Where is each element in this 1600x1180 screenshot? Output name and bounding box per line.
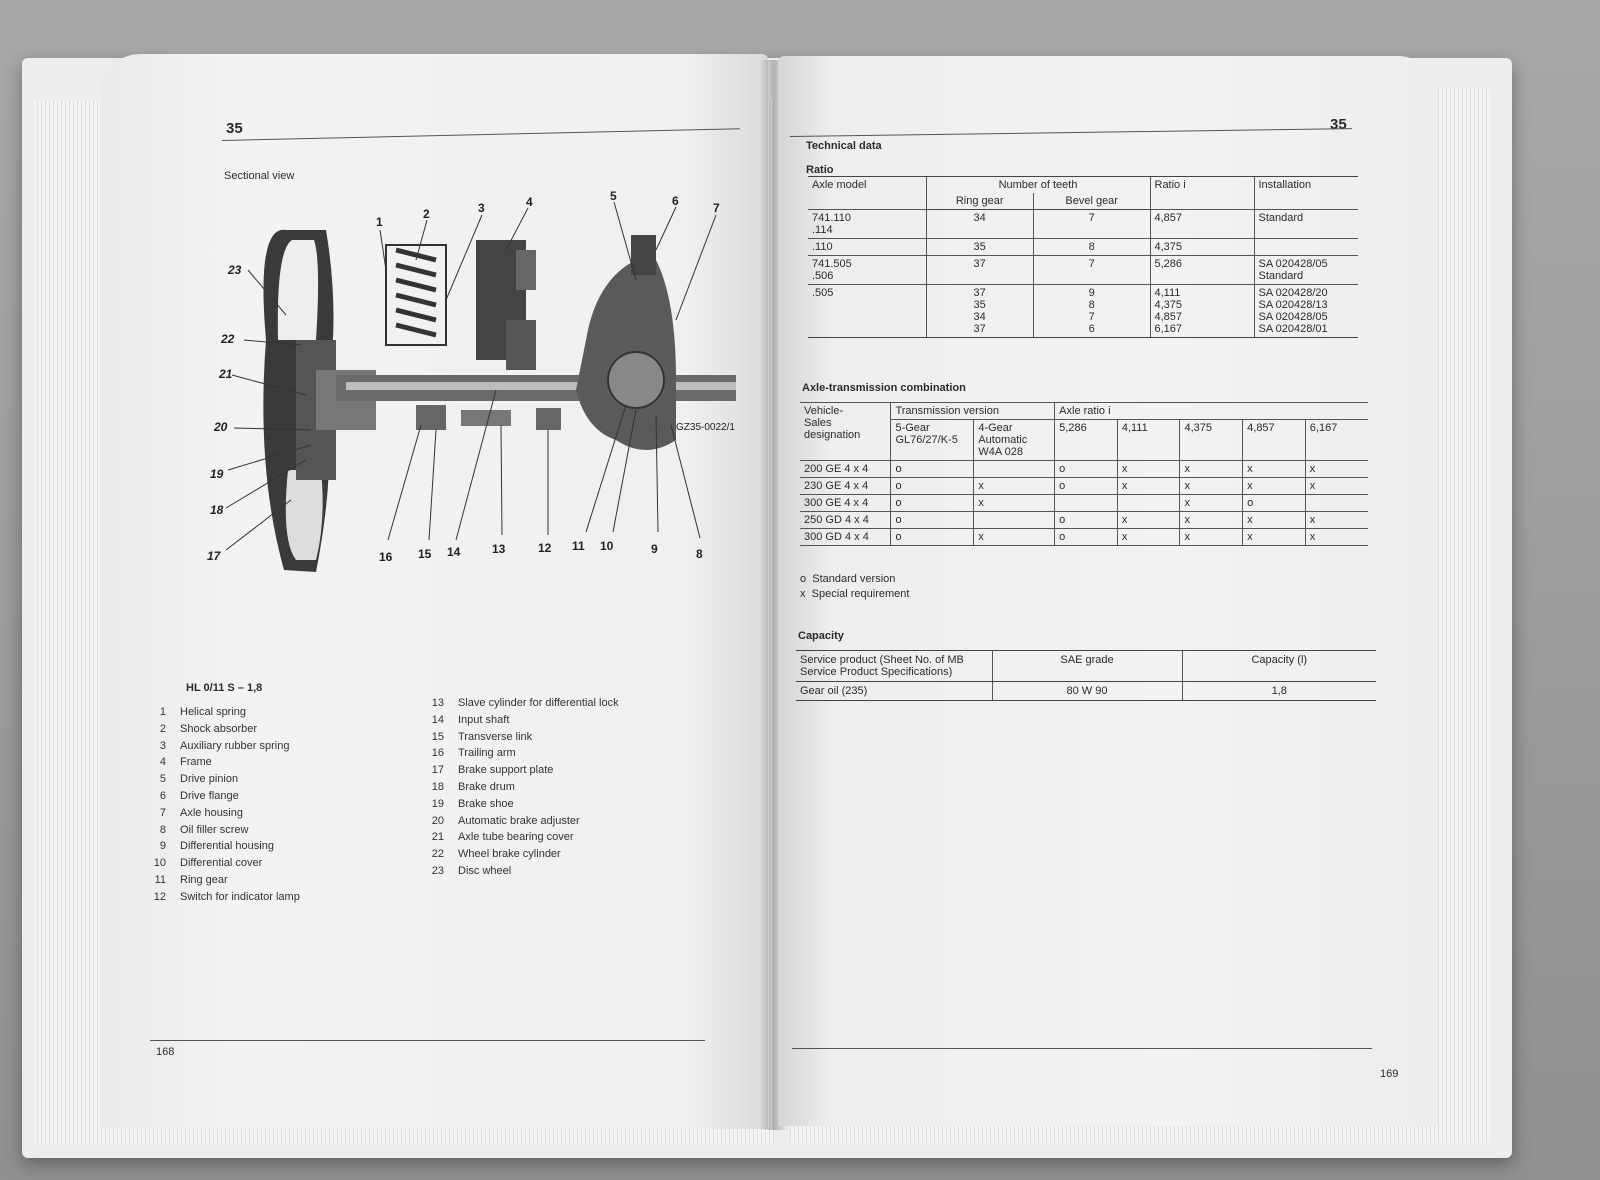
callout-20: 20 bbox=[214, 420, 228, 434]
callout-5: 5 bbox=[610, 189, 617, 203]
legend-item bbox=[150, 706, 300, 723]
page-number-right: 169 bbox=[1380, 1068, 1399, 1080]
footer-rule-right bbox=[792, 1048, 1372, 1049]
legend-item bbox=[428, 831, 619, 848]
legend-number: 19 bbox=[431, 797, 444, 810]
cell-5-gear: o bbox=[891, 512, 974, 529]
legend-text: Oil filler screw bbox=[180, 823, 249, 836]
cell-vehicle: 300 GD 4 x 4 bbox=[800, 529, 891, 546]
cell-axle-ratio: x bbox=[1243, 478, 1306, 495]
col-sae-grade: SAE grade bbox=[992, 651, 1182, 682]
legend-text: Shock absorber bbox=[180, 722, 258, 735]
legend-item bbox=[428, 731, 619, 748]
figure-code: GZ35-0022/1 bbox=[676, 422, 735, 433]
legend-item bbox=[428, 798, 619, 815]
legend-number: 2 bbox=[159, 722, 166, 735]
cell-axle-model: .110 bbox=[808, 239, 926, 256]
ratio-title: Ratio bbox=[806, 164, 834, 176]
legend-item bbox=[150, 790, 300, 807]
callout-10: 10 bbox=[600, 539, 614, 553]
technical-data-heading: Technical data bbox=[806, 140, 882, 152]
helical-spring bbox=[396, 250, 436, 335]
cell-axle-ratio: x bbox=[1305, 478, 1368, 495]
legend-item bbox=[428, 815, 619, 832]
callout-8: 8 bbox=[696, 547, 703, 561]
drive-flange bbox=[631, 235, 656, 275]
legend-number: 13 bbox=[431, 697, 444, 709]
callout-19: 19 bbox=[210, 467, 224, 481]
cell-5-gear: o bbox=[891, 478, 974, 495]
cell-axle-model: 741.110 .114 bbox=[808, 210, 926, 239]
legend-text: Differential cover bbox=[180, 857, 263, 870]
cell-ring-gear: 37 35 34 37 bbox=[926, 285, 1033, 338]
legend-item bbox=[428, 714, 619, 731]
callout-3: 3 bbox=[478, 201, 485, 215]
ratio-row bbox=[808, 210, 1358, 239]
cell-sae: 80 W 90 bbox=[992, 682, 1182, 701]
callout-18: 18 bbox=[210, 503, 224, 517]
legend-text: Wheel brake cylinder bbox=[458, 848, 561, 861]
legend-text: Switch for indicator lamp bbox=[180, 890, 300, 903]
ratio-table bbox=[808, 176, 1358, 338]
legend-item bbox=[428, 865, 619, 882]
ring-gear bbox=[608, 352, 664, 408]
cell-installation: SA 020428/05 Standard bbox=[1254, 256, 1358, 285]
note-standard: o Standard version bbox=[800, 573, 896, 585]
tire-inner-bottom bbox=[286, 470, 323, 560]
legend-item bbox=[428, 848, 619, 865]
cell-vehicle: 200 GE 4 x 4 bbox=[800, 461, 891, 478]
legend-number: 5 bbox=[159, 773, 166, 786]
legend-text: Differential housing bbox=[180, 840, 274, 853]
cell-ratio: 4,857 bbox=[1150, 210, 1254, 239]
callout-9: 9 bbox=[651, 542, 658, 556]
ratio-row bbox=[808, 239, 1358, 256]
callout-12: 12 bbox=[538, 541, 552, 555]
legend-number: 1 bbox=[159, 706, 166, 718]
cell-axle-ratio: x bbox=[1305, 461, 1368, 478]
cell-ring-gear: 35 bbox=[926, 239, 1033, 256]
legend-item bbox=[428, 697, 619, 714]
legend-number: 7 bbox=[159, 806, 166, 819]
col-ratio-0: 5,286 bbox=[1055, 420, 1118, 461]
legend-number: 11 bbox=[154, 873, 166, 886]
cell-axle-ratio: x bbox=[1180, 495, 1243, 512]
legend-text: Brake support plate bbox=[458, 764, 554, 777]
cell-axle-ratio: x bbox=[1180, 529, 1243, 546]
capacity-title: Capacity bbox=[798, 630, 844, 642]
cell-4-gear: x bbox=[974, 495, 1055, 512]
col-installation: Installation bbox=[1254, 177, 1358, 210]
legend-number: 9 bbox=[159, 840, 166, 853]
legend-text: Drive flange bbox=[180, 789, 239, 802]
cell-axle-ratio: x bbox=[1243, 512, 1306, 529]
legend-item bbox=[150, 824, 300, 841]
col-capacity: Capacity (l) bbox=[1182, 651, 1376, 682]
legend-number: 16 bbox=[431, 747, 444, 760]
ratio-row bbox=[808, 256, 1358, 285]
legend-text: Frame bbox=[180, 756, 212, 769]
col-5-gear: 5-Gear GL76/27/K-5 bbox=[891, 420, 974, 461]
legend-number: 21 bbox=[431, 831, 444, 844]
cell-axle-ratio: x bbox=[1243, 529, 1306, 546]
cell-axle-ratio: x bbox=[1180, 461, 1243, 478]
cell-bevel-gear: 7 bbox=[1033, 210, 1150, 239]
sectional-view-drawing bbox=[116, 140, 735, 580]
cell-bevel-gear: 9 8 7 6 bbox=[1033, 285, 1150, 338]
cell-axle-ratio: x bbox=[1117, 512, 1180, 529]
legend-number: 23 bbox=[431, 864, 444, 877]
combination-row bbox=[800, 478, 1368, 495]
cell-axle-ratio: o bbox=[1055, 478, 1118, 495]
legend-item bbox=[150, 891, 300, 908]
cell-5-gear: o bbox=[891, 529, 974, 546]
legend-text: Trailing arm bbox=[458, 747, 516, 760]
combination-row bbox=[800, 512, 1368, 529]
legend-text: Axle tube bearing cover bbox=[458, 831, 574, 844]
legend-item bbox=[150, 807, 300, 824]
legend-text: Transverse link bbox=[458, 730, 533, 743]
cell-axle-ratio: x bbox=[1243, 461, 1306, 478]
legend-number: 10 bbox=[153, 857, 166, 870]
legend-item bbox=[150, 723, 300, 740]
legend-text: Ring gear bbox=[180, 873, 228, 886]
callout-23: 23 bbox=[228, 263, 242, 277]
callout-11: 11 bbox=[572, 539, 585, 553]
callout-2: 2 bbox=[423, 207, 430, 221]
combination-row bbox=[800, 529, 1368, 546]
combination-row bbox=[800, 495, 1368, 512]
cell-installation bbox=[1254, 239, 1358, 256]
legend-item bbox=[150, 840, 300, 857]
legend-number: 4 bbox=[159, 756, 166, 769]
callout-7: 7 bbox=[713, 201, 720, 215]
callout-1: 1 bbox=[376, 215, 383, 229]
legend-item bbox=[428, 747, 619, 764]
cell-ratio: 5,286 bbox=[1150, 256, 1254, 285]
col-ratio: Ratio i bbox=[1150, 177, 1254, 210]
legend-column-2 bbox=[428, 697, 619, 882]
cell-ratio: 4,111 4,375 4,857 6,167 bbox=[1150, 285, 1254, 338]
col-4-gear: 4-Gear Automatic W4A 028 bbox=[974, 420, 1055, 461]
cell-axle-ratio bbox=[1305, 495, 1368, 512]
legend-item bbox=[150, 874, 300, 891]
cell-vehicle: 300 GE 4 x 4 bbox=[800, 495, 891, 512]
cell-axle-ratio: x bbox=[1180, 512, 1243, 529]
cell-axle-ratio: x bbox=[1117, 529, 1180, 546]
col-axle-ratio: Axle ratio i bbox=[1055, 403, 1368, 420]
cell-bevel-gear: 7 bbox=[1033, 256, 1150, 285]
callout-15: 15 bbox=[418, 547, 432, 561]
axle-transmission-table bbox=[800, 402, 1368, 546]
legend-number: 12 bbox=[153, 890, 166, 903]
legend-text: Brake drum bbox=[458, 780, 515, 793]
cell-bevel-gear: 8 bbox=[1033, 239, 1150, 256]
legend-text: Input shaft bbox=[458, 713, 510, 726]
col-number-of-teeth: Number of teeth bbox=[926, 177, 1150, 194]
cell-4-gear: x bbox=[974, 529, 1055, 546]
legend-column-1 bbox=[150, 706, 300, 908]
cell-axle-ratio: x bbox=[1117, 461, 1180, 478]
cell-product: Gear oil (235) bbox=[796, 682, 992, 701]
section-number-left: 35 bbox=[226, 120, 243, 137]
cell-4-gear: x bbox=[974, 478, 1055, 495]
legend-text: Helical spring bbox=[180, 706, 247, 718]
cell-vehicle: 250 GD 4 x 4 bbox=[800, 512, 891, 529]
cell-axle-ratio bbox=[1117, 495, 1180, 512]
col-ratio-1: 4,111 bbox=[1117, 420, 1180, 461]
callout-13: 13 bbox=[492, 542, 506, 556]
legend-number: 15 bbox=[431, 730, 444, 743]
capacity-table bbox=[796, 650, 1376, 701]
ratio-row bbox=[808, 285, 1358, 338]
cell-4-gear bbox=[974, 512, 1055, 529]
section-number-right: 35 bbox=[1330, 116, 1347, 133]
cell-axle-model: 741.505 .506 bbox=[808, 256, 926, 285]
cell-installation: SA 020428/20 SA 020428/13 SA 020428/05 SA 020428/01 bbox=[1254, 285, 1358, 338]
footer-rule-left bbox=[150, 1040, 705, 1041]
legend-text: Auxiliary rubber spring bbox=[180, 739, 290, 752]
cell-axle-ratio: x bbox=[1305, 529, 1368, 546]
legend-number: 18 bbox=[431, 780, 444, 793]
combination-row bbox=[800, 461, 1368, 478]
col-service-product: Service product (Sheet No. of MB Service Product Specifications) bbox=[796, 651, 992, 682]
cell-5-gear: o bbox=[891, 495, 974, 512]
cell-axle-ratio bbox=[1055, 495, 1118, 512]
legend-text: Automatic brake adjuster bbox=[458, 814, 580, 827]
callout-4: 4 bbox=[526, 195, 533, 209]
cell-vehicle: 230 GE 4 x 4 bbox=[800, 478, 891, 495]
legend-title: HL 0/11 S – 1,8 bbox=[186, 682, 263, 694]
callout-6: 6 bbox=[672, 194, 679, 208]
cell-axle-ratio: o bbox=[1243, 495, 1306, 512]
cell-ring-gear: 34 bbox=[926, 210, 1033, 239]
cell-axle-ratio: x bbox=[1117, 478, 1180, 495]
callout-14: 14 bbox=[447, 545, 461, 559]
callout-21: 21 bbox=[219, 367, 233, 381]
cell-axle-ratio: o bbox=[1055, 461, 1118, 478]
legend-item bbox=[428, 781, 619, 798]
legend-item bbox=[150, 857, 300, 874]
col-ring-gear: Ring gear bbox=[926, 193, 1033, 210]
col-axle-model: Axle model bbox=[808, 177, 926, 210]
legend-text: Slave cylinder for differential lock bbox=[458, 697, 619, 709]
callout-16: 16 bbox=[379, 550, 393, 564]
legend-text: Axle housing bbox=[180, 806, 243, 819]
legend-number: 20 bbox=[431, 814, 444, 827]
col-vehicle: Vehicle- Sales designation bbox=[800, 403, 891, 461]
legend-text: Brake shoe bbox=[458, 797, 514, 810]
col-bevel-gear: Bevel gear bbox=[1033, 193, 1150, 210]
legend-text: Disc wheel bbox=[458, 864, 512, 877]
cell-5-gear: o bbox=[891, 461, 974, 478]
legend-item bbox=[150, 773, 300, 790]
legend-number: 22 bbox=[431, 848, 444, 861]
note-special-text: Special requirement bbox=[811, 588, 910, 600]
cell-capacity: 1,8 bbox=[1182, 682, 1376, 701]
col-ratio-2: 4,375 bbox=[1180, 420, 1243, 461]
legend-number: 6 bbox=[159, 789, 166, 802]
legend-item bbox=[150, 756, 300, 773]
col-ratio-3: 4,857 bbox=[1243, 420, 1306, 461]
cell-ring-gear: 37 bbox=[926, 256, 1033, 285]
cell-axle-model: .505 bbox=[808, 285, 926, 338]
callout-17: 17 bbox=[207, 549, 221, 563]
note-special: x Special requirement bbox=[800, 588, 910, 600]
page-number-left: 168 bbox=[156, 1046, 175, 1058]
note-standard-text: Standard version bbox=[812, 573, 896, 585]
legend-number: 17 bbox=[431, 764, 444, 777]
cell-4-gear bbox=[974, 461, 1055, 478]
legend-number: 3 bbox=[159, 739, 166, 752]
cell-installation: Standard bbox=[1254, 210, 1358, 239]
figure-caption: Sectional view bbox=[224, 170, 295, 182]
cell-axle-ratio: o bbox=[1055, 512, 1118, 529]
cell-ratio: 4,375 bbox=[1150, 239, 1254, 256]
legend-number: 8 bbox=[159, 823, 166, 836]
col-ratio-4: 6,167 bbox=[1305, 420, 1368, 461]
cell-axle-ratio: x bbox=[1305, 512, 1368, 529]
combination-title: Axle-transmission combination bbox=[802, 382, 966, 394]
cell-axle-ratio: o bbox=[1055, 529, 1118, 546]
legend-item bbox=[150, 740, 300, 757]
legend-text: Drive pinion bbox=[180, 773, 239, 786]
axle-shaft bbox=[346, 382, 736, 390]
legend-item bbox=[428, 764, 619, 781]
cell-axle-ratio: x bbox=[1180, 478, 1243, 495]
legend-number: 14 bbox=[431, 713, 444, 726]
callout-22: 22 bbox=[221, 332, 235, 346]
col-transmission: Transmission version bbox=[891, 403, 1055, 420]
tire-inner-top bbox=[278, 240, 318, 340]
